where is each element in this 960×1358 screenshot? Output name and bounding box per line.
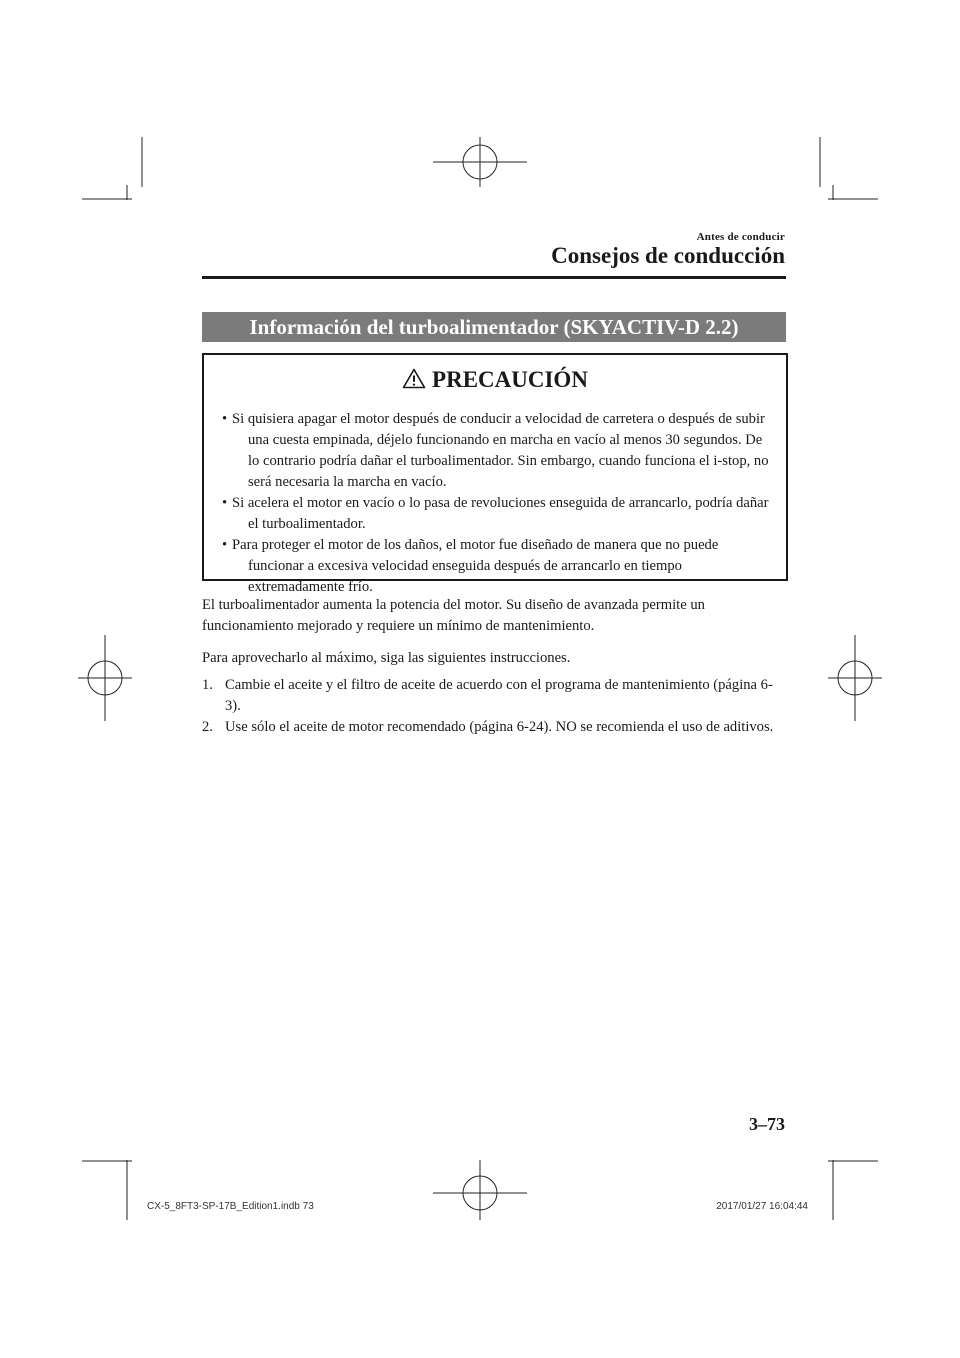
step-number: 2. bbox=[202, 719, 213, 735]
section-title: Consejos de conducción bbox=[551, 243, 785, 268]
caution-item-text: subir una cuesta empinada, déjelo funcionando en marcha en vacío al menos 30 segundos. De lo contrario podría dañar el turboalimentador. Sin embargo, cuando funciona el i-stop, no será necesaria la marcha en vacío. bbox=[248, 411, 769, 490]
caution-title: PRECAUCIÓN bbox=[432, 367, 588, 392]
step-number: 1. bbox=[202, 677, 213, 693]
bullet: • bbox=[222, 495, 228, 511]
instruction-steps bbox=[202, 675, 786, 738]
footer-file-info: CX-5_8FT3-SP-17B_Edition1.indb 73 bbox=[147, 1201, 314, 1212]
caution-item-first-line: Si acelera el motor en vacío o lo pasa de revoluciones enseguida de arrancarlo, podría bbox=[232, 495, 733, 511]
caution-item-first-line: Para proteger el motor de los daños, el motor fue diseñado de manera que no bbox=[232, 537, 680, 553]
caution-box bbox=[202, 353, 788, 595]
bullet: • bbox=[222, 411, 228, 427]
caution-item bbox=[218, 535, 772, 598]
step-item bbox=[202, 675, 786, 717]
caution-item bbox=[218, 409, 772, 493]
bullet: • bbox=[222, 537, 228, 553]
caution-list bbox=[218, 409, 772, 598]
footer-timestamp: 2017/01/27 16:04:44 bbox=[716, 1201, 808, 1212]
intro-paragraph: El turboalimentador aumenta la potencia del motor. Su diseño de avanzada permite un funcionamiento mejorado y requiere un mínimo de mantenimiento. bbox=[202, 597, 705, 634]
topic-banner: Información del turboalimentador (SKYACTIV-D 2.2) bbox=[202, 312, 786, 342]
caution-item bbox=[218, 493, 772, 535]
instructions-lead: Para aprovecharlo al máximo, siga las siguientes instrucciones. bbox=[202, 650, 571, 666]
header-rule bbox=[202, 276, 786, 279]
caution-heading bbox=[204, 365, 786, 395]
step-text: Cambie el aceite y el filtro de aceite de acuerdo con el programa de mantenimiento (página 6-3). bbox=[225, 677, 773, 714]
step-text: Use sólo el aceite de motor recomendado (página 6-24). NO se recomienda el uso de aditivos. bbox=[225, 719, 774, 735]
caution-item-first-line: Si quisiera apagar el motor después de conducir a velocidad de carretera o después de bbox=[232, 411, 733, 427]
caution-item-text: dañar el turboalimentador. bbox=[248, 495, 769, 532]
caution-item-text: puede funcionar a excesiva velocidad enseguida después de arrancarlo en tiempo extremadamente frío. bbox=[248, 537, 719, 595]
chapter-label: Antes de conducir bbox=[696, 231, 785, 243]
step-item bbox=[202, 717, 786, 738]
warning-triangle-icon bbox=[402, 368, 426, 389]
page-number: 3–73 bbox=[749, 1114, 785, 1134]
